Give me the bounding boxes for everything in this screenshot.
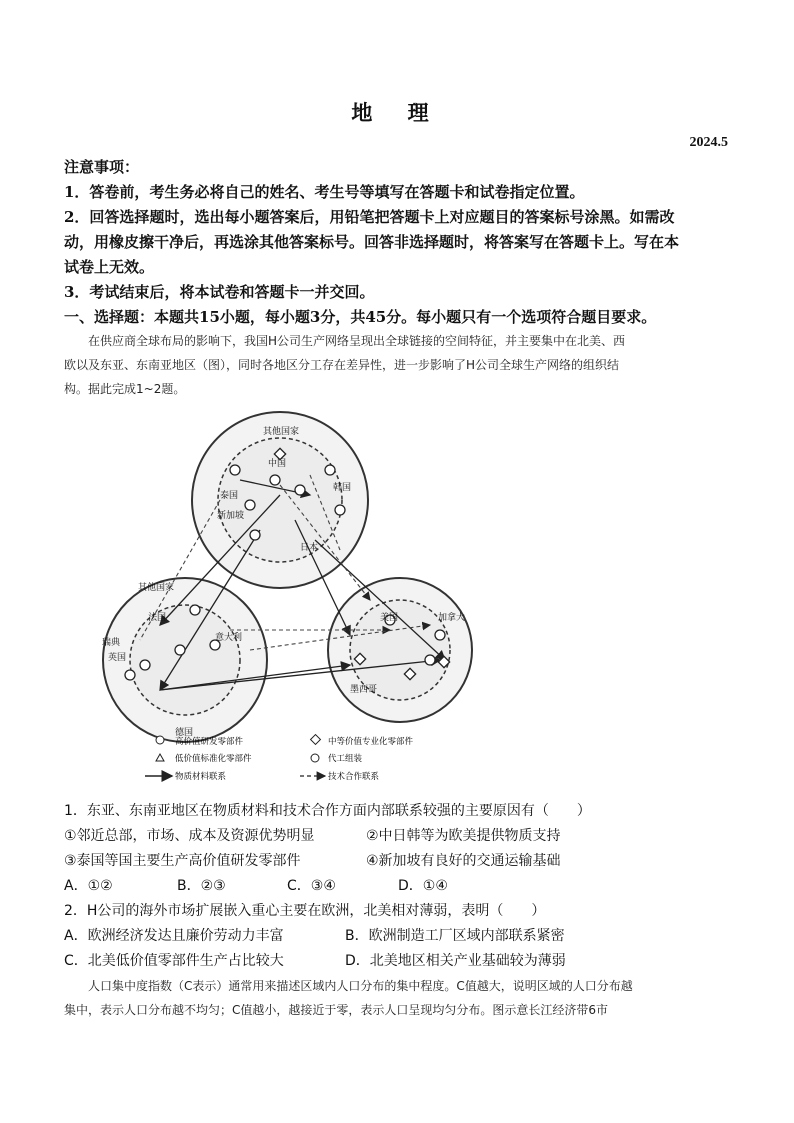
passage2-line: 人口集中度指数（C表示）通常用来描述区域内人口分布的集中程度。C值越大，说明区域的人口分布越 — [88, 979, 633, 993]
label-france: 法国 — [148, 613, 167, 623]
q1-option-4: ④新加坡有良好的交通运输基础 — [366, 853, 561, 869]
label-mexico: 墨西哥 — [350, 685, 378, 695]
q1-choice-c: C．③④ — [287, 878, 336, 894]
legend-medium-value: 中等价值专业化零部件 — [328, 737, 414, 747]
label-singapore: 新加坡 — [217, 511, 245, 521]
passage-line: 构。据此完成1~2题。 — [64, 382, 186, 396]
q2-option-a: A．欧洲经济发达且廉价劳动力丰富 — [64, 928, 284, 944]
production-network-figure — [100, 410, 510, 795]
passage-line: 欧以及东亚、东南亚地区（图），同时各地区分工存在差异性，进一步影响了H公司全球生产网络的组织结 — [64, 358, 620, 372]
europe-region — [103, 578, 267, 742]
label-europe-other: 其他国家 — [138, 583, 175, 593]
page-title: 地 理 — [351, 100, 443, 125]
label-korea: 韩国 — [333, 483, 352, 493]
q2-option-d: D．北美地区相关产业基础较为薄弱 — [345, 953, 566, 969]
notice-item: 2．回答选择题时，选出每小题答案后，用铅笔把答题卡上对应题目的答案标号涂黑。如需改 — [64, 208, 675, 226]
label-germany: 德国 — [175, 728, 194, 738]
q2-stem: 2．H公司的海外市场扩展嵌入重心主要在欧洲，北美相对薄弱，表明（ ） — [64, 903, 546, 919]
label-asia-other: 其他国家 — [263, 427, 300, 437]
america-region — [328, 578, 472, 722]
q1-choice-a: A．①② — [64, 878, 113, 894]
legend-oem-assembly: 代工组装 — [328, 754, 363, 764]
notice-heading: 注意事项： — [64, 158, 140, 176]
legend-high-value: 高价值研发零部件 — [175, 737, 244, 747]
legend-low-value: 低价值标准化零部件 — [175, 754, 252, 764]
legend-material-link: 物质材料联系 — [175, 772, 227, 782]
q2-option-c: C．北美低价值零部件生产占比较大 — [64, 953, 284, 969]
label-thailand: 泰国 — [220, 491, 239, 501]
label-canada: 加拿大 — [438, 613, 466, 623]
label-china: 中国 — [268, 459, 287, 469]
figure-legend — [145, 735, 414, 782]
q1-option-2: ②中日韩等为欧美提供物质支持 — [366, 828, 561, 844]
label-sweden: 瑞典 — [102, 638, 121, 648]
passage-line: 在供应商全球布局的影响下，我国H公司生产网络呈现出全球链接的空间特征，并主要集中在北美、西 — [88, 334, 626, 348]
notice-item: 3．考试结束后，将本试卷和答题卡一并交回。 — [64, 283, 375, 301]
label-uk: 英国 — [108, 653, 127, 663]
notice-item: 1．答卷前，考生务必将自己的姓名、考生号等填写在答题卡和试卷指定位置。 — [64, 183, 585, 201]
label-italy: 意大利 — [215, 633, 243, 643]
legend-tech-link: 技术合作联系 — [328, 772, 380, 782]
q1-stem: 1．东亚、东南亚地区在物质材料和技术合作方面内部联系较强的主要原因有（ ） — [64, 803, 591, 819]
q1-option-3: ③泰国等国主要生产高价值研发零部件 — [64, 853, 301, 869]
exam-date: 2024.5 — [689, 135, 728, 150]
notice-item: 试卷上无效。 — [64, 258, 155, 276]
section-heading: 一、选择题：本题共15小题，每小题3分，共45分。每小题只有一个选项符合题目要求。 — [64, 308, 657, 326]
q2-option-b: B．欧洲制造工厂区域内部联系紧密 — [345, 928, 565, 944]
notice-item: 动，用橡皮擦干净后，再选涂其他答案标号。回答非选择题时，将答案写在答题卡上。写在本 — [64, 233, 680, 251]
q1-option-1: ①邻近总部，市场、成本及资源优势明显 — [64, 828, 315, 844]
passage2-line: 集中，表示人口分布越不均匀；C值越小，越接近于零，表示人口呈现均匀分布。图示意长江经济带6市 — [64, 1003, 609, 1017]
label-japan: 日本 — [300, 543, 319, 553]
q1-choice-d: D．①④ — [398, 878, 448, 894]
q1-choice-b: B．②③ — [177, 878, 226, 894]
label-usa: 美国 — [380, 613, 399, 623]
